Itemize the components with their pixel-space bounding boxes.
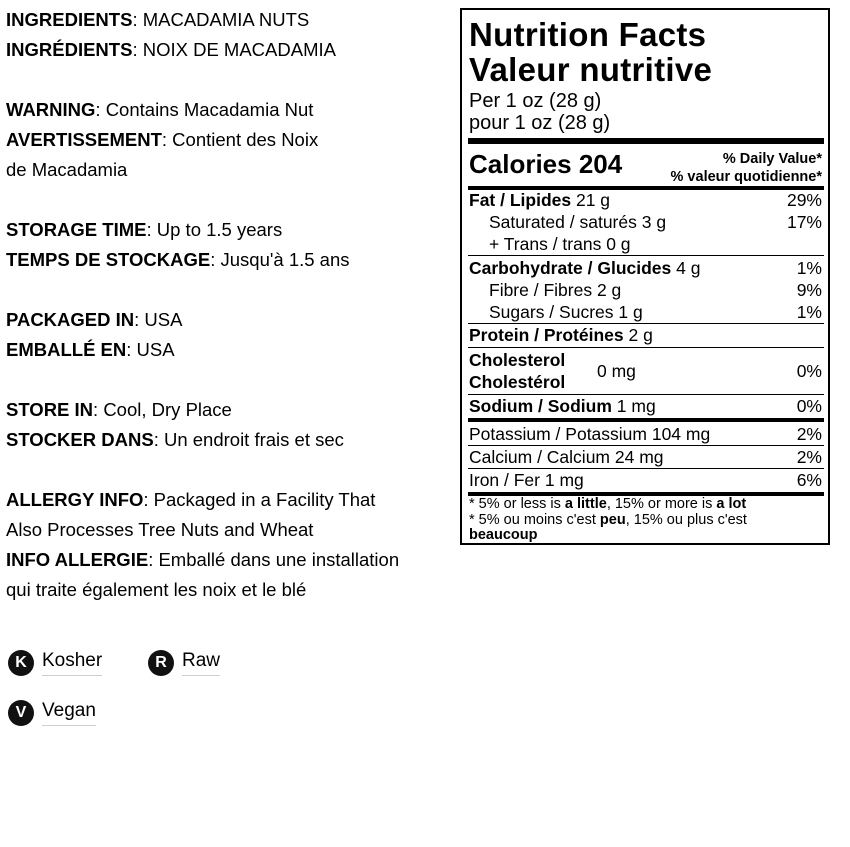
packaged-en: PACKAGED IN: USA: [6, 309, 183, 330]
vegan-icon: V: [8, 700, 34, 726]
allergy-en-cont: Also Processes Tree Nuts and Wheat: [6, 519, 314, 540]
divider: [468, 255, 824, 256]
divider: [468, 347, 824, 348]
warning-en: WARNING: Contains Macadamia Nut: [6, 99, 314, 120]
nutrition-title-en: Nutrition Facts: [469, 16, 707, 53]
store-fr: STOCKER DANS: Un endroit frais et sec: [6, 429, 344, 450]
nutrient-row: Fat / Lipides 21 g 29%: [469, 190, 822, 210]
vegan-badge: [8, 700, 96, 726]
allergy-fr: INFO ALLERGIE: Emballé dans une installation: [6, 549, 400, 570]
serving-fr: pour 1 oz (28 g): [469, 112, 611, 134]
nutrient-row: Iron / Fer 1 mg 6%: [469, 470, 822, 490]
packaged-fr: EMBALLÉ EN: USA: [6, 339, 175, 360]
footnote-fr-cont: beaucoup: [469, 527, 538, 543]
nutrient-row: Fibre / Fibres 2 g 9%: [489, 280, 822, 300]
nutrient-row: Carbohydrate / Glucides 4 g 1%: [469, 258, 822, 278]
nutrient-row: Protein / Protéines 2 g: [469, 325, 653, 345]
calories: Calories 204: [469, 149, 623, 179]
raw-label: Raw: [182, 650, 220, 676]
nutrition-title-fr: Valeur nutritive: [469, 51, 713, 88]
nutrient-row: Potassium / Potassium 104 mg 2%: [469, 424, 822, 444]
allergy-fr-cont: qui traite également les noix et le blé: [6, 579, 307, 600]
nutrient-row: Sugars / Sucres 1 g 1%: [489, 302, 822, 322]
footnote-fr: * 5% ou moins c'est peu, 15% ou plus c'est: [469, 512, 747, 528]
nutrient-row: Sodium / Sodium 1 mg 0%: [469, 396, 822, 416]
daily-value-en: % Daily Value*: [722, 151, 822, 167]
serving-en: Per 1 oz (28 g): [469, 90, 602, 112]
allergy-en: ALLERGY INFO: Packaged in a Facility That: [6, 489, 376, 510]
raw-icon: R: [148, 650, 174, 676]
storage-fr: TEMPS DE STOCKAGE: Jusqu'à 1.5 ans: [6, 249, 350, 270]
kosher-badge: [8, 650, 102, 676]
ingredients-fr: INGRÉDIENTS: NOIX DE MACADAMIA: [6, 39, 336, 60]
footnote-en: * 5% or less is a little, 15% or more is a lot: [469, 496, 747, 512]
nutrition-facts-panel: [460, 8, 830, 545]
nutrient-row: Cholesterol Cholestérol 0 mg 0%: [469, 350, 822, 392]
warning-fr-cont: de Macadamia: [6, 159, 128, 180]
thick-rule: [468, 138, 824, 144]
medium-rule: [468, 418, 824, 422]
raw-badge: [148, 650, 220, 676]
vegan-label: Vegan: [42, 700, 96, 726]
daily-value-fr: % valeur quotidienne*: [670, 169, 822, 185]
nutrient-row: Saturated / saturés 3 g 17%: [489, 212, 822, 232]
kosher-icon: K: [8, 650, 34, 676]
store-en: STORE IN: Cool, Dry Place: [6, 399, 232, 420]
kosher-label: Kosher: [42, 650, 102, 676]
warning-fr: AVERTISSEMENT: Contient des Noix: [6, 129, 319, 150]
ingredients-en: INGREDIENTS: MACADAMIA NUTS: [6, 9, 310, 30]
storage-en: STORAGE TIME: Up to 1.5 years: [6, 219, 283, 240]
nutrient-row: + Trans / trans 0 g: [489, 234, 631, 254]
nutrient-row: Calcium / Calcium 24 mg 2%: [469, 447, 822, 467]
